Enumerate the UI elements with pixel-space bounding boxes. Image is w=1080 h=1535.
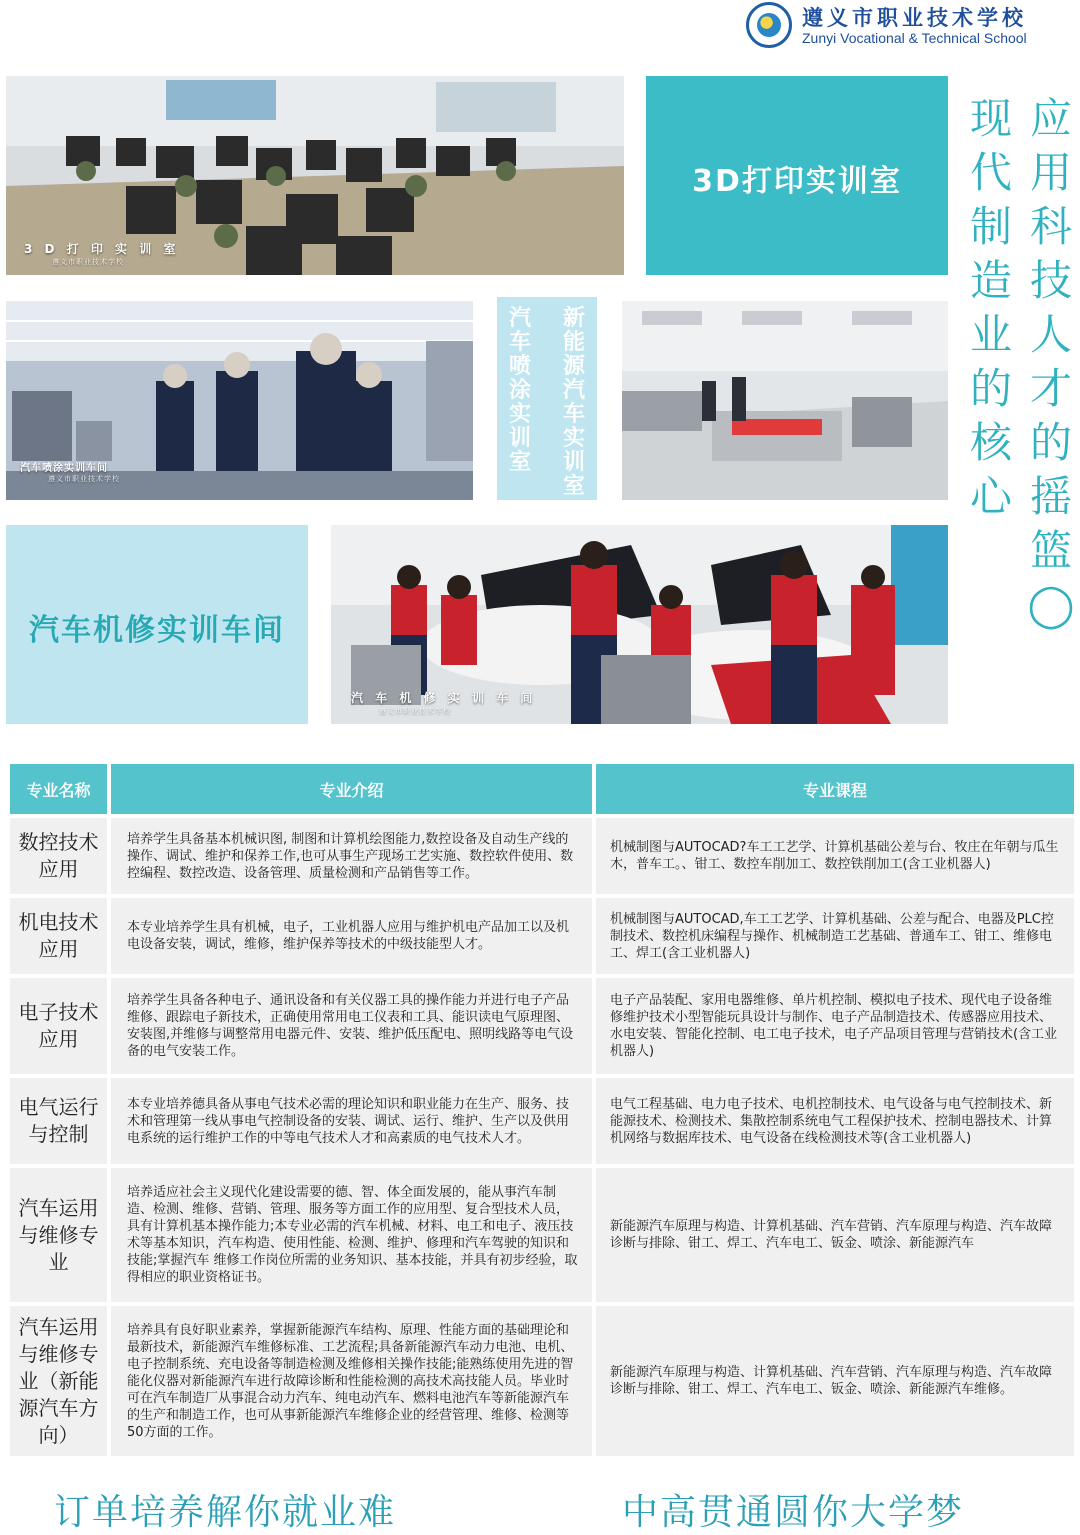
panel-spray-and-ev-labels: [497, 297, 597, 500]
photo-caption: [24, 240, 179, 267]
slogan-right: [1026, 92, 1076, 632]
photo-caption-text: 汽车喷涂实训车间: [20, 463, 108, 474]
program-name: 电气运行与控制: [10, 1078, 107, 1164]
photo-ev-lab: [622, 301, 948, 500]
school-name-en: Zunyi Vocational & Technical School: [802, 30, 1027, 46]
program-intro: 培养学生具备基本机械识图, 制图和计算机绘图能力,数控设备及自动生产线的操作、调试、维护和保养工作,也可从事生产现场工艺实施、数控软件使用、数控编程、数控改造、设备管理、质量检测和产品销售等工作。: [111, 818, 592, 894]
program-intro: 培养具有良好职业素养，掌握新能源汽车结构、原理、性能方面的基础理论和最新技术，新能源汽车维修标准、工艺流程;具备新能源汽车动力电池、电机、电子控制系统、充电设备等制造检测及维修相关操作技能;能熟练使用先进的智能化仪器对新能源汽车进行故障诊断和性能检测的高技术高技能人员。毕业时可在汽车制造厂从事混合动力汽车、纯电动汽车、燃料电池汽车等新能源汽车的生产和制造工作，也可从事新能源汽车维修企业的经营管理、维修、检测等50方面的工作。: [111, 1306, 592, 1456]
table-row: [10, 1078, 1074, 1164]
footer-slogan-left: 订单培养解你就业难: [54, 1492, 397, 1533]
program-intro: 培养学生具备各种电子、通讯设备和有关仪器工具的操作能力并进行电子产品维修、跟踪电子新技术，正确使用常用电工仪表和工具、能识读电气原理图、安装图,并维修与调整常用电器元件、安装、维护低压配电、照明线路等电气设备的电气安装工作。: [111, 978, 592, 1074]
program-name: 电子技术应用: [10, 978, 107, 1074]
program-courses: 电气工程基础、电力电子技术、电机控制技术、电气设备与电气控制技术、新能源技术、检测技术、集散控制系统电气工程保护技术、控制电器技术、计算机网络与数据库技术、电气设备在线检测技术等(含工业机器人): [596, 1078, 1074, 1164]
table-row: [10, 898, 1074, 974]
program-intro: 本专业培养学生具有机械，电子，工业机器人应用与维护机电产品加工以及机电设备安装，调试，维修，维护保养等技术的中级技能型人才。: [111, 898, 592, 974]
photo-subcaption: 遵义市职业技术学校: [52, 258, 124, 266]
slogan-circle-mark: ◯: [1027, 580, 1075, 629]
table-row: [10, 978, 1074, 1074]
slogan-left: 现代制造业的核心: [969, 94, 1012, 521]
photo-caption-text: 3 D 打 印 实 训 室: [24, 242, 180, 256]
photo-3d-printing-lab: [6, 76, 624, 275]
program-intro: 本专业培养德具备从事电气技术必需的理论知识和职业能力在生产、服务、技术和管理第一线从事电气控制设备的安装、调试、运行、维护、生产以及供用电系统的运行维护工作的中等电气技术人才和高素质的电气技术人才。: [111, 1078, 592, 1164]
table-header-row: [10, 764, 1074, 814]
label-repair-shop: 汽车机修实训车间: [29, 613, 285, 648]
program-courses: 机械制图与AUTOCAD,车工工艺学、计算机基础、公差与配合、电器及PLC控制技术、数控机床编程与操作、机械制造工艺基础、普通车工、钳工、维修电工、焊工(含工业机器人): [596, 898, 1074, 974]
program-name: 汽车运用与维修专业（新能源汽车方向）: [10, 1306, 107, 1456]
photo-caption-text: 汽 车 机 修 实 训 车 间: [351, 691, 537, 705]
photo-subcaption: 遵义市职业技术学校: [48, 475, 120, 483]
program-courses: 新能源汽车原理与构造、计算机基础、汽车营销、汽车原理与构造、汽车故障诊断与排除、钳工、焊工、汽车电工、钣金、喷涂、新能源汽车维修。: [596, 1306, 1074, 1456]
photo-caption: [20, 459, 120, 484]
program-courses: 电子产品装配、家用电器维修、单片机控制、模拟电子技术、现代电子设备维修维护技术小型智能玩具设计与制作、电子产品制造技术、传感器应用技术、水电安装、智能化控制、电工电子技术，电子产品项目管理与营销技术(含工业机器人): [596, 978, 1074, 1074]
program-name: 机电技术应用: [10, 898, 107, 974]
program-courses: 机械制图与AUTOCAD?车工工艺学、计算机基础公差与台、牧庄在年朝与瓜生木，普车工。、钳工、数控车削加工、数控铁削加工(含工业机器人): [596, 818, 1074, 894]
program-name: 数控技术应用: [10, 818, 107, 894]
slogan-right-text: 应用科技人才的摇篮: [1029, 94, 1072, 575]
photo-caption: [351, 689, 536, 716]
panel-repair-shop: [6, 525, 308, 724]
photo-subcaption: 遵义市职业技术学校: [379, 707, 451, 715]
program-table: [6, 760, 1078, 1460]
program-name: 汽车运用与维修专业: [10, 1168, 107, 1302]
program-courses: 新能源汽车原理与构造、计算机基础、汽车营销、汽车原理与构造、汽车故障诊断与排除、钳工、焊工、汽车电工、钣金、喷涂、新能源汽车: [596, 1168, 1074, 1302]
table-row: [10, 1306, 1074, 1456]
label-ev-lab: 新能源汽车实训室: [562, 306, 585, 499]
program-intro: 培养适应社会主义现代化建设需要的德、智、体全面发展的，能从事汽车制造、检测、维修、营销、管理、服务等方面工作的应用型、复合型技术人员，具有计算机基本操作能力;本专业必需的汽车机械、材料、电工和电子、液压技术等基本知识，汽车构造、使用性能、检测、维护、修理和汽车驾驶的知识和技能;掌握汽车 维修工作岗位所需的业务知识、基本技能，并具有初步经验，取得相应的职业资格证书。: [111, 1168, 592, 1302]
header-program-intro: 专业介绍: [111, 764, 592, 814]
label-spray-lab: 汽车喷涂实训室: [508, 306, 531, 475]
panel-3d-printing: [646, 76, 948, 275]
header-program-courses: 专业课程: [596, 764, 1074, 814]
header-program-name: 专业名称: [10, 764, 107, 814]
school-logo: [746, 0, 1080, 52]
footer-slogan-right: 中高贯通圆你大学梦: [622, 1492, 965, 1533]
school-name-cn: 遵义市职业技术学校: [802, 5, 1027, 30]
photo-repair-shop: [331, 525, 948, 724]
photo-spray-shop: [6, 301, 473, 500]
table-row: [10, 818, 1074, 894]
label-3d-printing: 3D打印实训室: [692, 164, 902, 199]
school-logo-icon: [746, 2, 792, 48]
table-row: [10, 1168, 1074, 1302]
